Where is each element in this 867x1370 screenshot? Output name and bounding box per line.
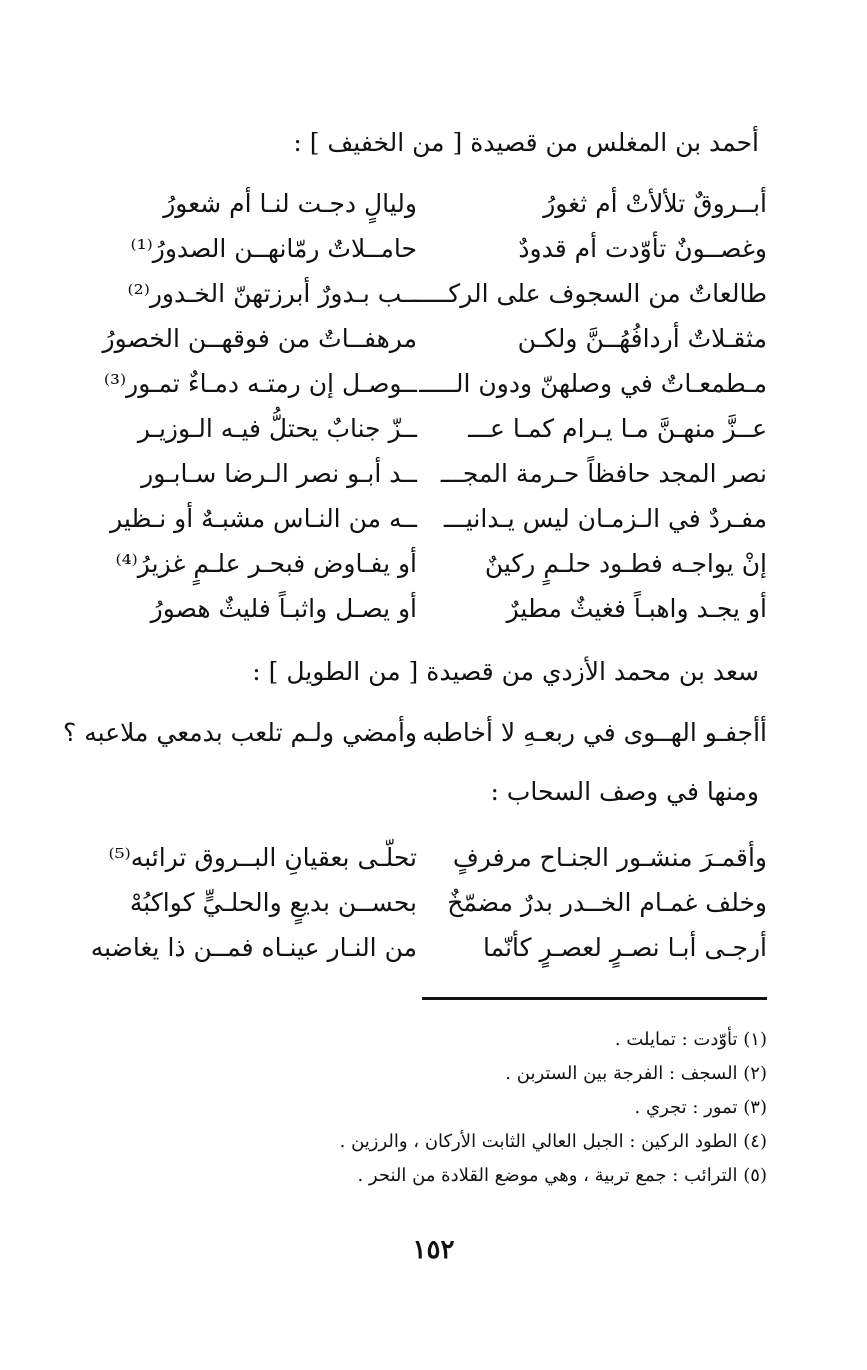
hemistich-first: وخلف غمـام الخــدر بدرٌ مضمّخٌ [447, 888, 767, 917]
hemistich-first: مـطمعـاتٌ في وصلهنّ ودون الـــــ [419, 369, 767, 398]
hemistich-second: أو يفـاوض فبحـر علـمٍ غزيرُ⁽⁴⁾ [115, 549, 417, 578]
verse [87, 226, 767, 271]
footnote-separator [422, 997, 767, 1000]
footnote: (٥) الترائب : جمع تربية ، وهي موضع القلادة من النحر . [357, 1165, 767, 1186]
poet-heading-2: سعد بن محمد الأزدي من قصيدة [ من الطويل ] : [252, 657, 759, 686]
verse [87, 496, 767, 541]
hemistich-first: وأقمـرَ منشـور الجنـاح مرفرفٍ [452, 843, 767, 872]
hemistich-second: ــب بـدورٌ أبرزتهنّ الخـدور⁽²⁾ [127, 279, 417, 308]
verse [63, 710, 767, 755]
hemistich-second: بحســن بديعٍ والحلـيٍّ كواكبُهْ [129, 888, 417, 917]
footnote: (١) تأوّدت : تمايلت . [614, 1029, 767, 1050]
page-number: ١٥٢ [412, 1235, 455, 1265]
hemistich-second: ــوصـل إن رمتـه دمـاءٌ تمـور⁽³⁾ [103, 369, 417, 398]
hemistich-second: أو يصـل واثبـاً فليثٌ هصورُ [150, 594, 417, 623]
footnote: (٤) الطود الركين : الجبل العالي الثابت الأركان ، والرزين . [339, 1131, 767, 1152]
hemistich-second: تحلّـى بعقيانِ البــروق ترائبه⁽⁵⁾ [108, 843, 417, 872]
poem-2 [63, 710, 767, 755]
hemistich-second: من النـار عينـاه فمــن ذا يغاضبه [90, 933, 417, 962]
hemistich-second: ــه من النـاس مشبـهٌ أو نـظير [110, 504, 417, 533]
hemistich-first: طالعاتٌ من السجوف على الركـــــ [411, 279, 767, 308]
section-heading-clouds: ومنها في وصف السحاب : [490, 777, 759, 806]
verse [87, 925, 767, 970]
footnote: (٢) السجف : الفرجة بين الستربن . [505, 1063, 767, 1084]
hemistich-second: ــزّ جنابٌ يحتلُّ فيـه الـوزيـر [137, 414, 417, 443]
hemistich-first: نصر المجد حافظاً حـرمة المجـــ [440, 459, 767, 488]
verse [87, 271, 767, 316]
verse [87, 361, 767, 406]
hemistich-first: مثقـلاتٌ أردافُهُــنَّ ولكـن [517, 324, 767, 353]
poem-3 [87, 835, 767, 970]
verse [87, 835, 767, 880]
hemistich-second: حامــلاتٌ رمّانهــن الصدورُ⁽¹⁾ [130, 234, 417, 263]
hemistich-first: أرجـى أبـا نصـرٍ لعصـرٍ كأنّما [482, 933, 767, 962]
verse [87, 451, 767, 496]
poem-1 [87, 181, 767, 631]
hemistich-first: عــزَّ منهـنَّ مـا يـرام كمـا عـــ [468, 414, 767, 443]
footnotes [87, 1023, 767, 1193]
hemistich-first: أأجفـو الهــوى في ربعـهِ لا أخاطبه [422, 718, 767, 747]
hemistich-first: أو يجـد واهبـاً فغيثٌ مطيرٌ [506, 594, 767, 623]
hemistich-second: ــد أبـو نصر الـرضا سـابـور [141, 459, 417, 488]
verse [87, 406, 767, 451]
hemistich-second: وليالٍ دجـت لنـا أم شعورُ [163, 189, 417, 218]
footnote: (٣) تمور : تجري . [634, 1097, 767, 1118]
hemistich-first: مفـردٌ في الـزمـان ليس يـدانيـــ [443, 504, 767, 533]
hemistich-first: إنْ يواجـه فطـود حلـمٍ ركينٌ [484, 549, 767, 578]
verse [87, 586, 767, 631]
verse [87, 316, 767, 361]
hemistich-first: أبــروقٌ تلألأتْ أم ثغورُ [543, 189, 767, 218]
hemistich-first: وغصــونٌ تأوّدت أم قدودٌ [518, 234, 767, 263]
verse [87, 880, 767, 925]
hemistich-second: مرهفــاتٌ من فوقهــن الخصورُ [102, 324, 417, 353]
hemistich-second: وأمضي ولـم تلعب بدمعي ملاعبه ؟ [63, 718, 417, 747]
verse [87, 181, 767, 226]
poet-heading-1: أحمد بن المغلس من قصيدة [ من الخفيف ] : [293, 128, 759, 157]
verse [87, 541, 767, 586]
